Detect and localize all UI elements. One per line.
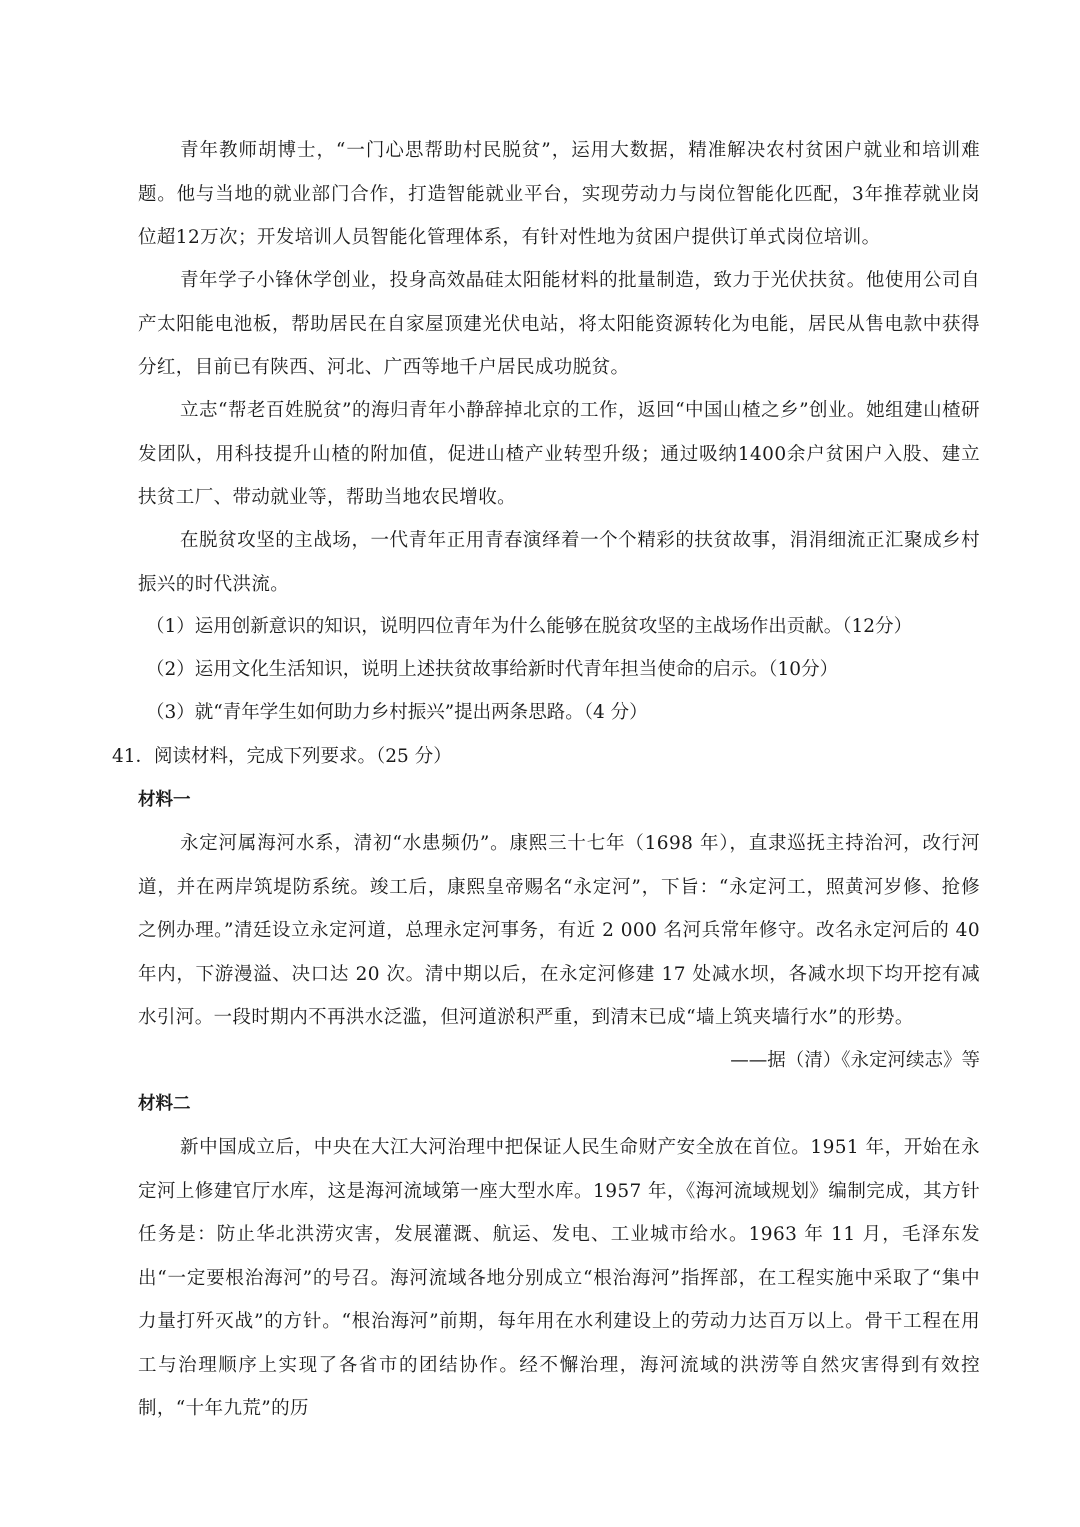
passage-paragraph-hu: 青年教师胡博士，“一门心思帮助村民脱贫”，运用大数据，精准解决农村贫困户就业和培训难题。他与当地的就业部门合作，打造智能就业平台，实现劳动力与岗位智能化匹配，3年推荐就业岗位超12万次；开发培训人员智能化管理体系，有针对性地为贫困户提供订单式岗位培训。 — [138, 140, 980, 248]
question-3: （3）就“青年学生如何助力乡村振兴”提出两条思路。（4 分） — [146, 702, 648, 723]
question-41-title: 41．阅读材料，完成下列要求。（25 分） — [112, 746, 452, 767]
passage-paragraph-jing: 立志“帮老百姓脱贫”的海归青年小静辞掉北京的工作，返回“中国山楂之乡”创业。她组建山楂研发团队，用科技提升山楂的附加值，促进山楂产业转型升级；通过吸纳1400余户贫困户入股、建立扶贫工厂、带动就业等，帮助当地农民增收。 — [138, 400, 980, 508]
material-2-label: 材料二 — [138, 1094, 191, 1114]
passage-paragraph-summary: 在脱贫攻坚的主战场，一代青年正用青春演绎着一个个精彩的扶贫故事，涓涓细流正汇聚成乡村振兴的时代洪流。 — [138, 530, 980, 595]
question-2: （2）运用文化生活知识，说明上述扶贫故事给新时代青年担当使命的启示。（10分） — [146, 659, 839, 680]
material-2-text: 新中国成立后，中央在大江大河治理中把保证人民生命财产安全放在首位。1951 年，开始在永定河上修建官厅水库，这是海河流域第一座大型水库。1957 年，《海河流域规划》编制完成，其方针任务是：防止华北洪涝灾害，发展灌溉、航运、发电、工业城市给水。1963 年 11 月，毛泽东发出“一定要根治海河”的号召。海河流域各地分别成立“根治海河”指挥部，在工程实施中采取了“集中力量打歼灭战”的方针。“根治海河”前期，每年用在水利建设上的劳动力达百万以上。骨干工程在用工与治理顺序上实现了各省市的团结协作。经不懈治理，海河流域的洪涝等自然灾害得到有效控制，“十年九荒”的历 — [138, 1137, 980, 1419]
passage-paragraph-feng: 青年学子小锋休学创业，投身高效晶硅太阳能材料的批量制造，致力于光伏扶贫。他使用公司自产太阳能电池板，帮助居民在自家屋顶建光伏电站，将太阳能资源转化为电能，居民从售电款中获得分红，目前已有陕西、河北、广西等地千户居民成功脱贫。 — [138, 270, 980, 378]
material-1-source: ——据（清）《永定河续志》等 — [730, 1050, 980, 1071]
question-1: （1）运用创新意识的知识，说明四位青年为什么能够在脱贫攻坚的主战场作出贡献。（12分） — [146, 616, 913, 637]
material-1-label: 材料一 — [138, 790, 191, 810]
material-1-text: 永定河属海河水系，清初“水患频仍”。康熙三十七年（1698 年），直隶巡抚主持治河，改行河道，并在两岸筑堤防系统。竣工后，康熙皇帝赐名“永定河”，下旨：“永定河工，照黄河岁修、抢修之例办理。”清廷设立永定河道，总理永定河事务，有近 2 000 名河兵常年修守。改名永定河后的 40 年内，下游漫溢、决口达 20 次。清中期以后，在永定河修建 17 处减水坝，各减水坝下均开挖有减水引河。一段时期内不再洪水泛滥，但河道淤积严重，到清末已成“墙上筑夹墙行水”的形势。 — [138, 833, 980, 1028]
